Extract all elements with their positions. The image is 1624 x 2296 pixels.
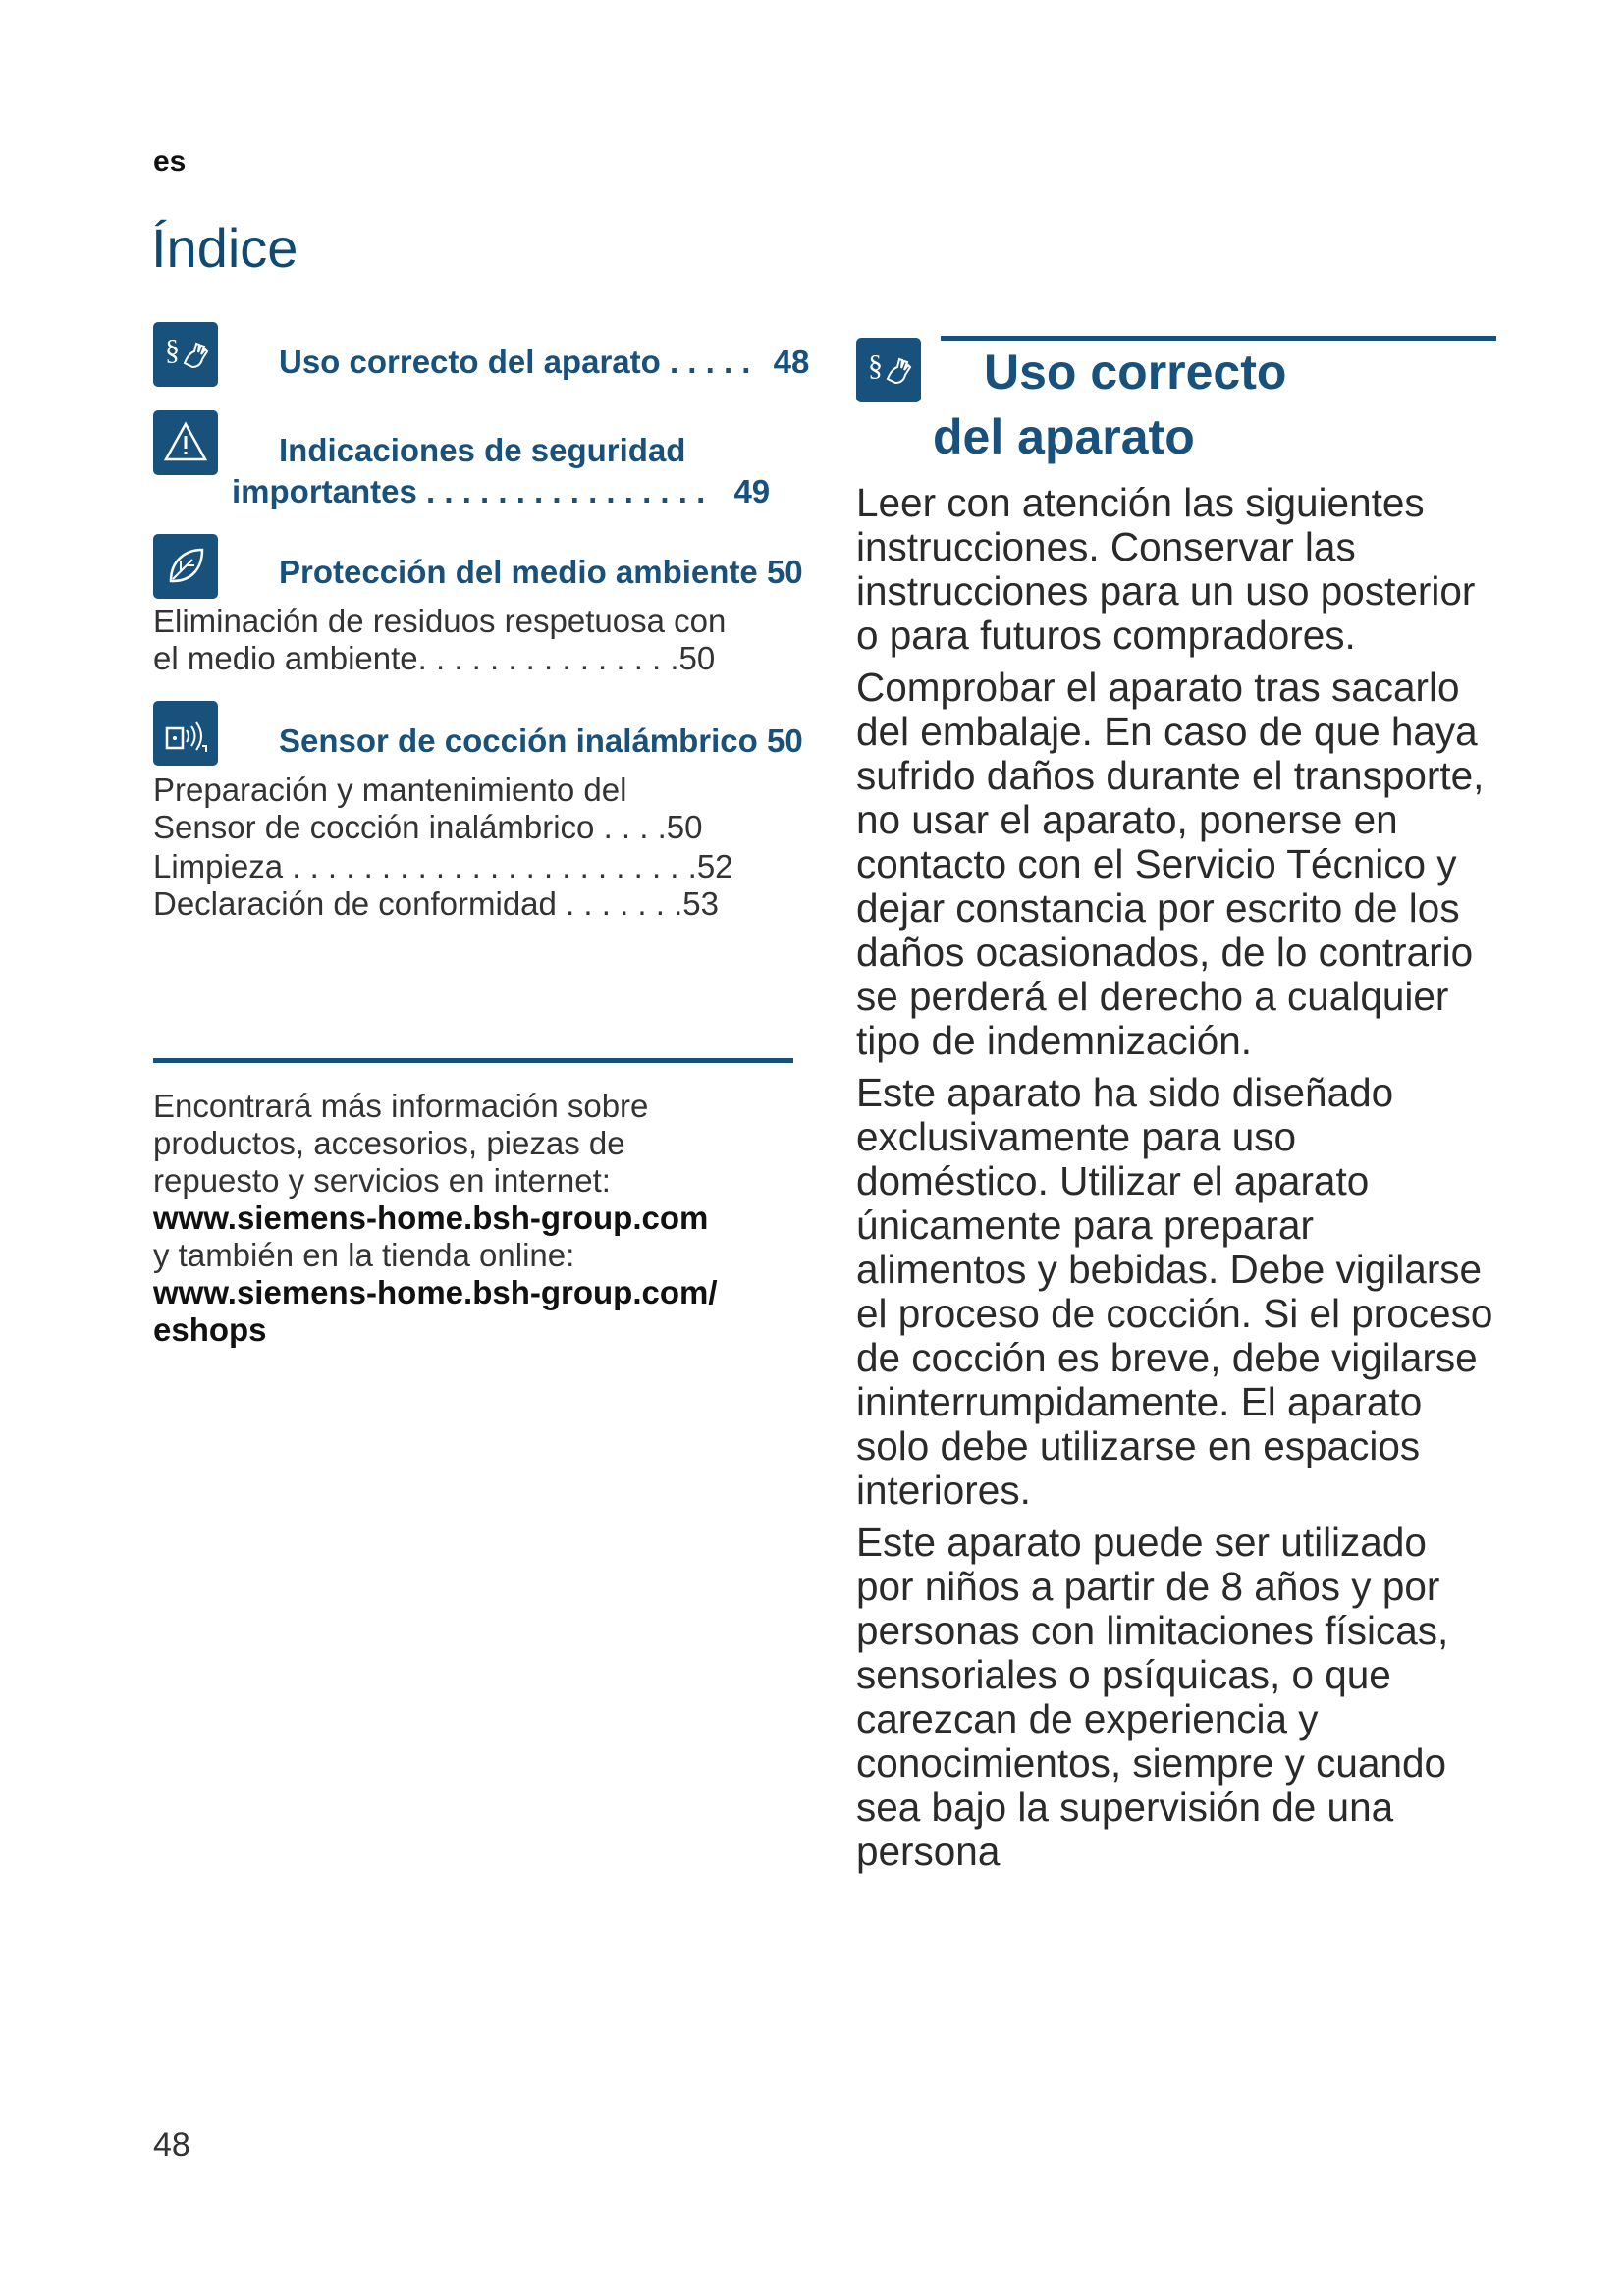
toc-entry-seguridad-line1[interactable]: Indicaciones de seguridad: [279, 432, 686, 468]
eshop-link-line1[interactable]: www.siemens-home.bsh-group.com/: [153, 1274, 718, 1310]
toc-entry-page: 49: [733, 473, 771, 509]
section-title-line2: del aparato: [933, 409, 1195, 464]
wireless-sensor-icon: [153, 701, 218, 766]
toc-sub-entry-conformidad[interactable]: Declaración de conformidad . . . . . . .53: [153, 885, 719, 922]
toc-sub-entry-preparacion-line2[interactable]: Sensor de cocción inalámbrico . . . .50: [153, 809, 703, 845]
info-text: repuesto y servicios en internet:: [153, 1162, 611, 1199]
paragraph: Este aparato ha sido diseñado exclusivamente para uso doméstico. Utilizar el aparato únicamente para preparar alimentos y bebidas. Debe vigilarse el proceso de cocción. Si el proceso de cocción es breve, debe vigilarse ininterrumpidamente. El aparato solo debe utilizarse en espacios interiores.: [856, 1070, 1493, 1513]
toc-entry-label: Uso correcto del aparato . . . . .: [279, 344, 751, 380]
section-body: [856, 481, 1494, 1882]
toc-entry-seguridad-line2[interactable]: [232, 473, 770, 510]
section-divider: [941, 336, 1496, 341]
page-title: Índice: [151, 217, 298, 279]
divider: [153, 1058, 793, 1063]
paragraph: Leer con atención las siguientes instrucciones. Conservar las instrucciones para un uso posterior o para futuros compradores.: [856, 480, 1476, 658]
toc-sub-entry-preparacion-line1[interactable]: Preparación y mantenimiento del: [153, 772, 627, 808]
section-title-line1: Uso correcto: [984, 345, 1287, 400]
paragraph: Este aparato puede ser utilizado por niños a partir de 8 años y por personas con limitaciones físicas, sensoriales o psíquicas, o que carezcan de experiencia y conocimientos, siempre y cuando sea bajo la supervisión de una persona: [856, 1520, 1449, 1874]
online-info-block: [153, 1088, 791, 1349]
paragraph-hand-icon: [153, 322, 218, 387]
eshop-link-line2[interactable]: eshops: [153, 1311, 267, 1348]
paragraph-hand-icon: [856, 338, 921, 402]
paragraph: Comprobar el aparato tras sacarlo del embalaje. En caso de que haya sufrido daños durante el transporte, no usar el aparato, ponerse en contacto con el Servicio Técnico y dejar constancia por escrito de los daños ocasionados, de lo contrario se perderá el derecho a cualquier tipo de indemnización.: [856, 665, 1485, 1063]
toc-entry-page: 48: [773, 344, 810, 380]
warning-triangle-icon: [153, 410, 218, 475]
toc-sub-entry-residuos-line1[interactable]: Eliminación de residuos respetuosa con: [153, 603, 727, 639]
website-link[interactable]: www.siemens-home.bsh-group.com: [153, 1200, 709, 1236]
leaf-icon: [153, 534, 218, 599]
toc-sub-entry-limpieza[interactable]: Limpieza . . . . . . . . . . . . . . . . . . . . . . .52: [153, 848, 733, 884]
toc-entry-sensor[interactable]: Sensor de cocción inalámbrico 50: [279, 722, 803, 759]
toc-entry-uso-correcto[interactable]: [279, 344, 809, 381]
info-text: productos, accesorios, piezas de: [153, 1125, 625, 1161]
svg-text:§: §: [868, 349, 883, 382]
toc-sub-entry-residuos-line2[interactable]: el medio ambiente. . . . . . . . . . . . . . .50: [153, 640, 716, 676]
toc-entry-label: importantes . . . . . . . . . . . . . . . .: [232, 473, 706, 509]
toc-entry-medio-ambiente[interactable]: Protección del medio ambiente 50: [279, 554, 803, 590]
language-code: es: [153, 145, 187, 178]
info-text: Encontrará más información sobre: [153, 1088, 649, 1124]
info-text: y también en la tienda online:: [153, 1237, 575, 1273]
page-number: 48: [153, 2126, 190, 2163]
svg-text:§: §: [165, 334, 180, 366]
